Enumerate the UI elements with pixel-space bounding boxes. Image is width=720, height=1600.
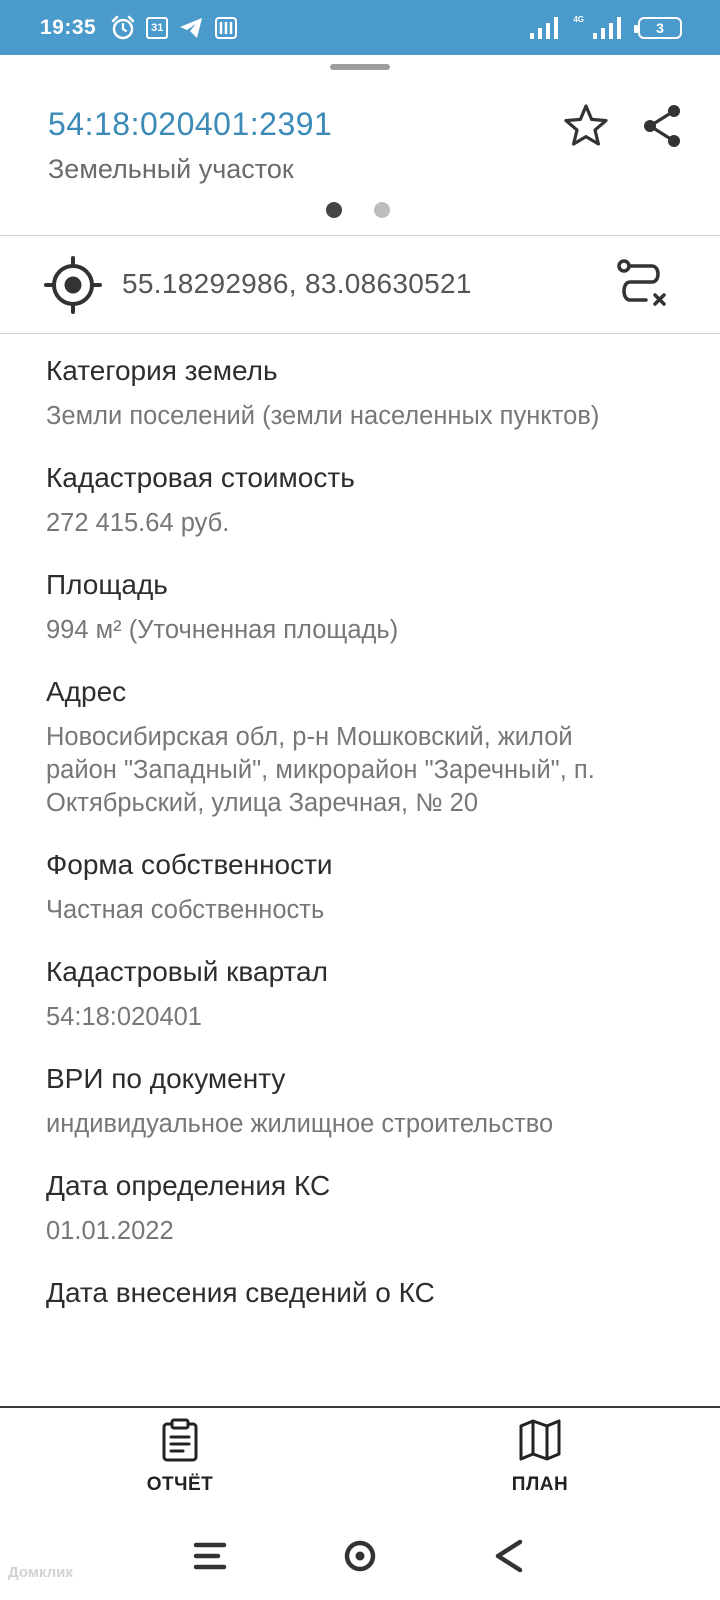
field-value xyxy=(46,721,686,820)
address-line: Новосибирская обл, р-н Мошковский, жилой xyxy=(46,723,573,751)
map-plan-icon xyxy=(518,1418,562,1462)
report-label: ОТЧЁТ xyxy=(146,1474,214,1495)
field-label: Площадь xyxy=(46,569,168,600)
field-label: Дата определения КС xyxy=(46,1170,331,1201)
status-bar xyxy=(0,0,720,55)
field-valuation-date xyxy=(46,1167,686,1248)
status-time: 19:35 xyxy=(40,15,97,39)
field-label: Кадастровый квартал xyxy=(46,956,328,987)
pager-dot-active[interactable] xyxy=(326,202,342,218)
route-icon xyxy=(614,256,670,312)
field-value-entry-date xyxy=(46,1274,686,1312)
pager-dot[interactable] xyxy=(374,202,390,218)
object-header xyxy=(0,80,720,235)
share-icon xyxy=(638,102,686,150)
back-button[interactable] xyxy=(486,1532,534,1580)
status-icons-right xyxy=(529,16,682,40)
sheet-drag-handle[interactable] xyxy=(330,64,390,70)
report-button[interactable] xyxy=(80,1418,280,1508)
pager-dots xyxy=(326,202,390,218)
star-icon xyxy=(562,102,610,150)
share-button[interactable] xyxy=(638,102,686,150)
field-permitted-use xyxy=(46,1060,686,1141)
field-value: Частная собственность xyxy=(46,896,325,924)
field-value: 54:18:020401 xyxy=(46,1003,202,1031)
field-value: 272 415.64 руб. xyxy=(46,509,230,537)
battery-icon: 3 xyxy=(638,17,682,39)
field-land-category xyxy=(46,352,686,433)
field-address xyxy=(46,673,686,820)
sim-icon xyxy=(214,16,238,40)
locate-button[interactable] xyxy=(44,256,102,314)
crosshair-target-icon xyxy=(44,256,102,314)
coordinates-text[interactable]: 55.18292986, 83.08630521 xyxy=(122,268,472,299)
watermark-logo: Домклик xyxy=(8,1564,73,1581)
field-label: Кадастровая стоимость xyxy=(46,462,355,493)
object-details xyxy=(46,352,686,1338)
field-label: Дата внесения сведений о КС xyxy=(46,1277,435,1308)
recent-apps-button[interactable] xyxy=(186,1532,234,1580)
plan-label: ПЛАН xyxy=(511,1474,569,1495)
field-value: Земли поселений (земли населенных пунктов) xyxy=(46,402,600,430)
object-type: Земельный участок xyxy=(48,154,294,184)
field-cadastral-quarter xyxy=(46,953,686,1034)
route-button[interactable] xyxy=(614,256,670,312)
address-line: район "Западный", микрорайон "Заречный", п. xyxy=(46,756,595,784)
alarm-icon xyxy=(110,15,136,41)
telegram-icon xyxy=(178,16,204,40)
cadastral-number[interactable]: 54:18:020401:2391 xyxy=(48,106,333,142)
clipboard-report-icon xyxy=(158,1418,202,1462)
field-label: Адрес xyxy=(46,676,127,707)
field-label: Категория земель xyxy=(46,355,278,386)
status-icons-left xyxy=(110,15,238,41)
field-label: Форма собственности xyxy=(46,849,333,880)
signal-4g-icon xyxy=(592,16,626,40)
field-cadastral-value xyxy=(46,459,686,540)
field-value: индивидуальное жилищное строительство xyxy=(46,1110,554,1138)
favorite-button[interactable] xyxy=(562,102,610,150)
divider xyxy=(0,333,720,334)
bottom-action-bar xyxy=(0,1406,720,1511)
field-ownership xyxy=(46,846,686,927)
system-navigation-bar xyxy=(0,1512,720,1600)
field-area xyxy=(46,566,686,647)
back-triangle-icon xyxy=(486,1532,534,1580)
home-circle-icon xyxy=(336,1532,384,1580)
field-value: 994 м² (Уточненная площадь) xyxy=(46,616,399,644)
signal-icon xyxy=(529,16,561,40)
home-button[interactable] xyxy=(336,1532,384,1580)
field-value: 01.01.2022 xyxy=(46,1217,174,1245)
calendar-icon: 31 xyxy=(146,17,168,39)
coordinates-row xyxy=(0,236,720,332)
plan-button[interactable] xyxy=(440,1418,640,1508)
address-line: Октябрьский, улица Заречная, № 20 xyxy=(46,789,479,817)
menu-lines-icon xyxy=(186,1532,234,1580)
field-label: ВРИ по документу xyxy=(46,1063,286,1094)
network-type-label: 4G xyxy=(573,15,584,24)
